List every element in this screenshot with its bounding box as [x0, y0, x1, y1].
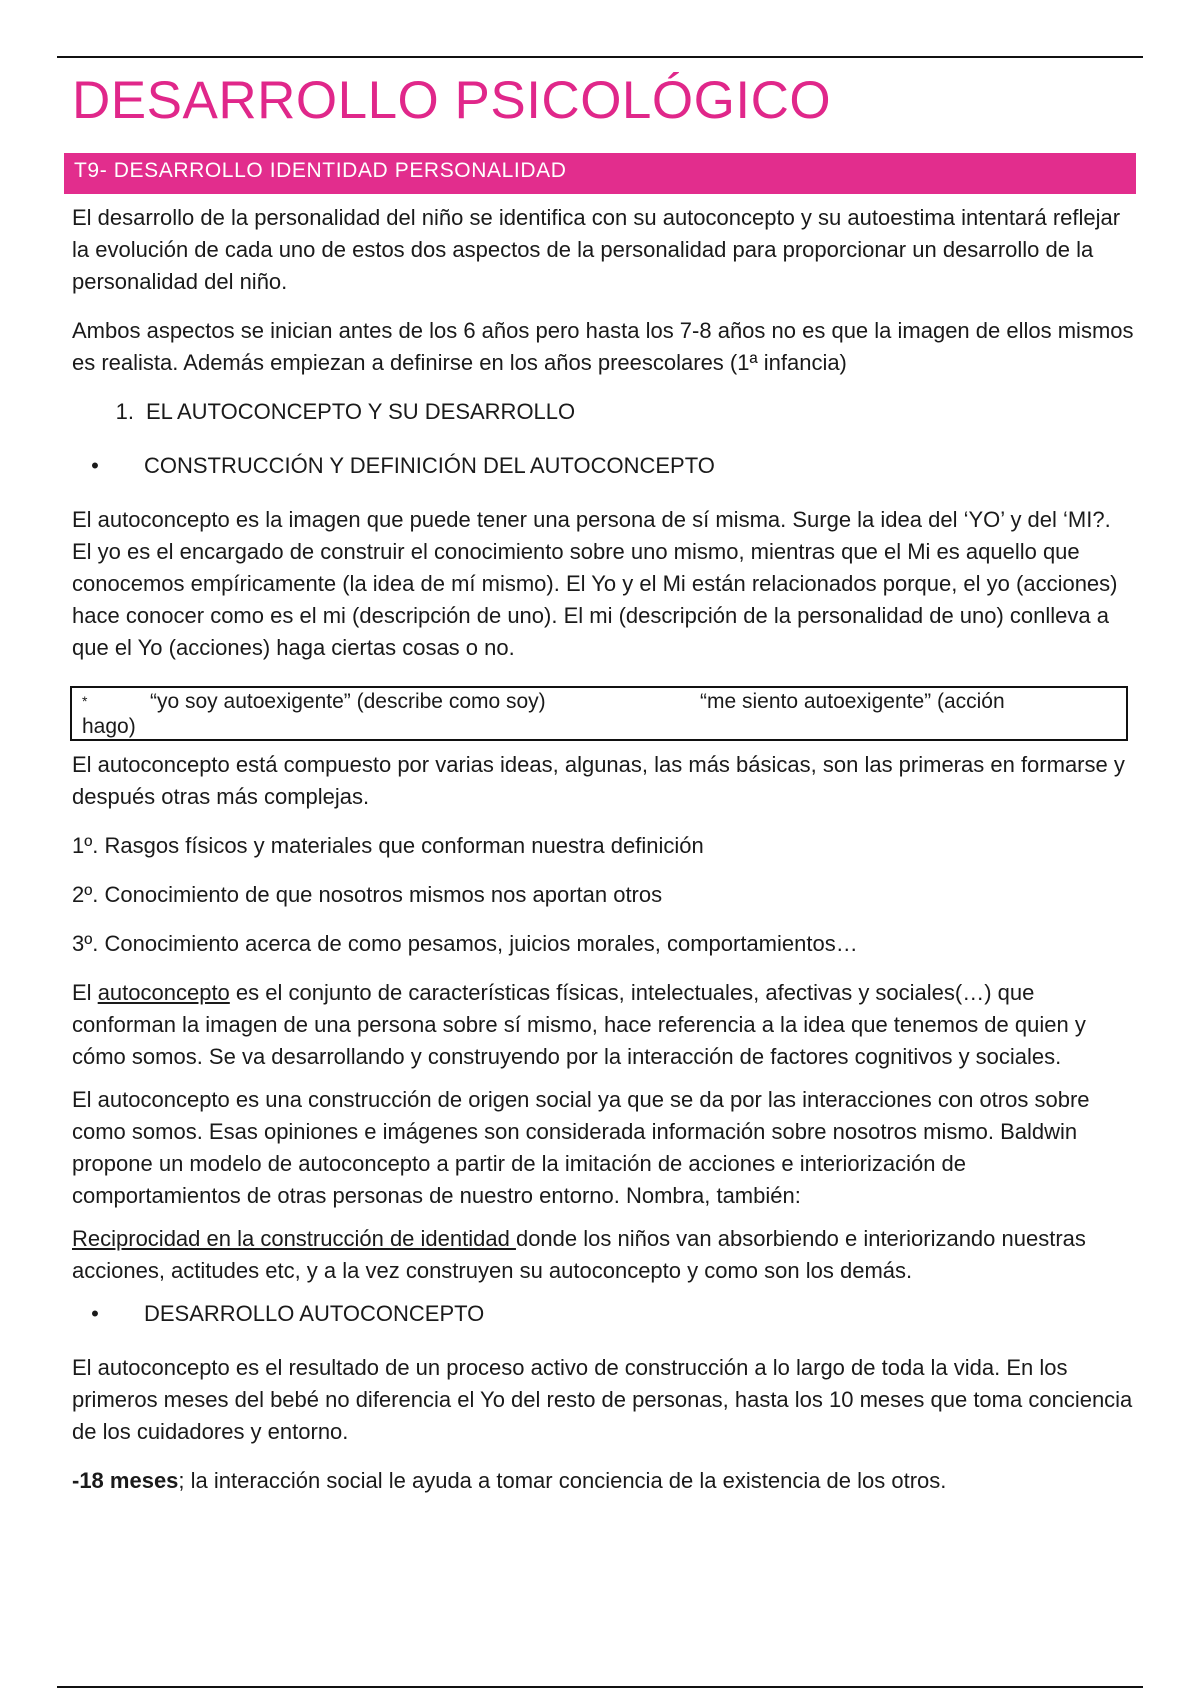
section-heading-text: EL AUTOCONCEPTO Y SU DESARROLLO [146, 399, 576, 424]
reciprocity-text: donde los niños van absorbiendo e interiorizando nuestras acciones, actitudes etc, y a la vez construyen su autoconcepto y como son los demás. [72, 1226, 1086, 1283]
section-banner: T9- DESARROLLO IDENTIDAD PERSONALIDAD [64, 153, 1136, 194]
bullet-heading-construccion [72, 450, 1136, 482]
paragraph-18-months [72, 1465, 1136, 1497]
idea-item-2: 2º. Conocimiento de que nosotros mismos nos aportan otros [72, 882, 663, 907]
bullet-heading-text: DESARROLLO AUTOCONCEPTO [144, 1301, 485, 1326]
paragraph-yo-mi: El autoconcepto es la imagen que puede tener una persona de sí misma. Surge la idea del ‘YO’ y del ‘MI?. El yo es el encargado de construir el conocimiento sobre uno mismo, mientras que el Mi es aquello que conocemos empíricamente (la idea de mí mismo). El Yo y el Mi están relacionados porque, el yo (acciones) hace conocer como es el mi (descripción de uno). El mi (descripción de la personalidad de uno) conlleva a que el Yo (acciones) haga ciertas cosas o no. [72, 507, 1118, 660]
example-box [70, 686, 1128, 741]
definition-term: autoconcepto [97, 980, 230, 1005]
definition-text: es el conjunto de características físicas, intelectuales, afectivas y sociales(…) que conforman la imagen de una persona sobre sí mismo, hace referencia a la idea que tenemos de quien y cómo somos. Se va desarrollando y construyendo por la interacción de factores cognitivos y sociales. [72, 980, 1086, 1069]
bullet-icon: • [91, 453, 99, 478]
example-describe: “yo soy autoexigente” (describe como soy) [150, 690, 546, 713]
document-title: DESARROLLO PSICOLÓGICO [72, 71, 832, 130]
idea-item-1: 1º. Rasgos físicos y materiales que conforman nuestra definición [72, 833, 704, 858]
months-label: -18 meses [72, 1468, 179, 1493]
section-heading-autoconcepto [72, 396, 1136, 428]
document-body [72, 202, 1136, 1497]
reciprocity-term: Reciprocidad en la construcción de identidad [72, 1226, 516, 1251]
paragraph-definition [72, 977, 1136, 1073]
bullet-heading-text: CONSTRUCCIÓN Y DEFINICIÓN DEL AUTOCONCEPTO [144, 453, 715, 478]
definition-prefix: El [72, 980, 98, 1005]
intro-paragraph-1: El desarrollo de la personalidad del niño se identifica con su autoconcepto y su autoestima intentará reflejar la evolución de cada uno de estos dos aspectos de la personalidad para proporcionar un desarrollo de la personalidad del niño. [72, 205, 1121, 294]
paragraph-social-origin: El autoconcepto es una construcción de origen social ya que se da por las interacciones con otros sobre como somos. Esas opiniones e imágenes son considerada información sobre nosotros mismo. Baldwin propone un modelo de autoconcepto a partir de la imitación de acciones e interiorización de comportamientos de otras personas de nuestro entorno. Nombra, también: [72, 1087, 1090, 1208]
intro-paragraph-2: Ambos aspectos se inician antes de los 6 años pero hasta los 7-8 años no es que la imagen de ellos mismos es realista. Además empiezan a definirse en los años preescolares (1ª infancia) [72, 318, 1134, 375]
asterisk-marker: * [82, 693, 88, 709]
example-action: “me siento autoexigente” (acción [700, 690, 1005, 713]
months-text: ; la interacción social le ayuda a tomar conciencia de la existencia de los otros. [178, 1468, 947, 1493]
bottom-rule [57, 1686, 1143, 1688]
example-continuation: hago) [82, 715, 136, 738]
paragraph-reciprocity [72, 1223, 1136, 1287]
idea-item-3: 3º. Conocimiento acerca de como pesamos, juicios morales, comportamientos… [72, 931, 858, 956]
bullet-icon: • [91, 1301, 99, 1326]
list-number: 1. [115, 399, 134, 424]
paragraph-composed: El autoconcepto está compuesto por varias ideas, algunas, las más básicas, son las primeras en formarse y después otras más complejas. [72, 752, 1125, 809]
paragraph-development: El autoconcepto es el resultado de un proceso activo de construcción a lo largo de toda la vida. En los primeros meses del bebé no diferencia el Yo del resto de personas, hasta los 10 meses que toma conciencia de los cuidadores y entorno. [72, 1355, 1133, 1444]
top-rule [57, 56, 1143, 58]
bullet-heading-desarrollo [72, 1298, 1136, 1330]
